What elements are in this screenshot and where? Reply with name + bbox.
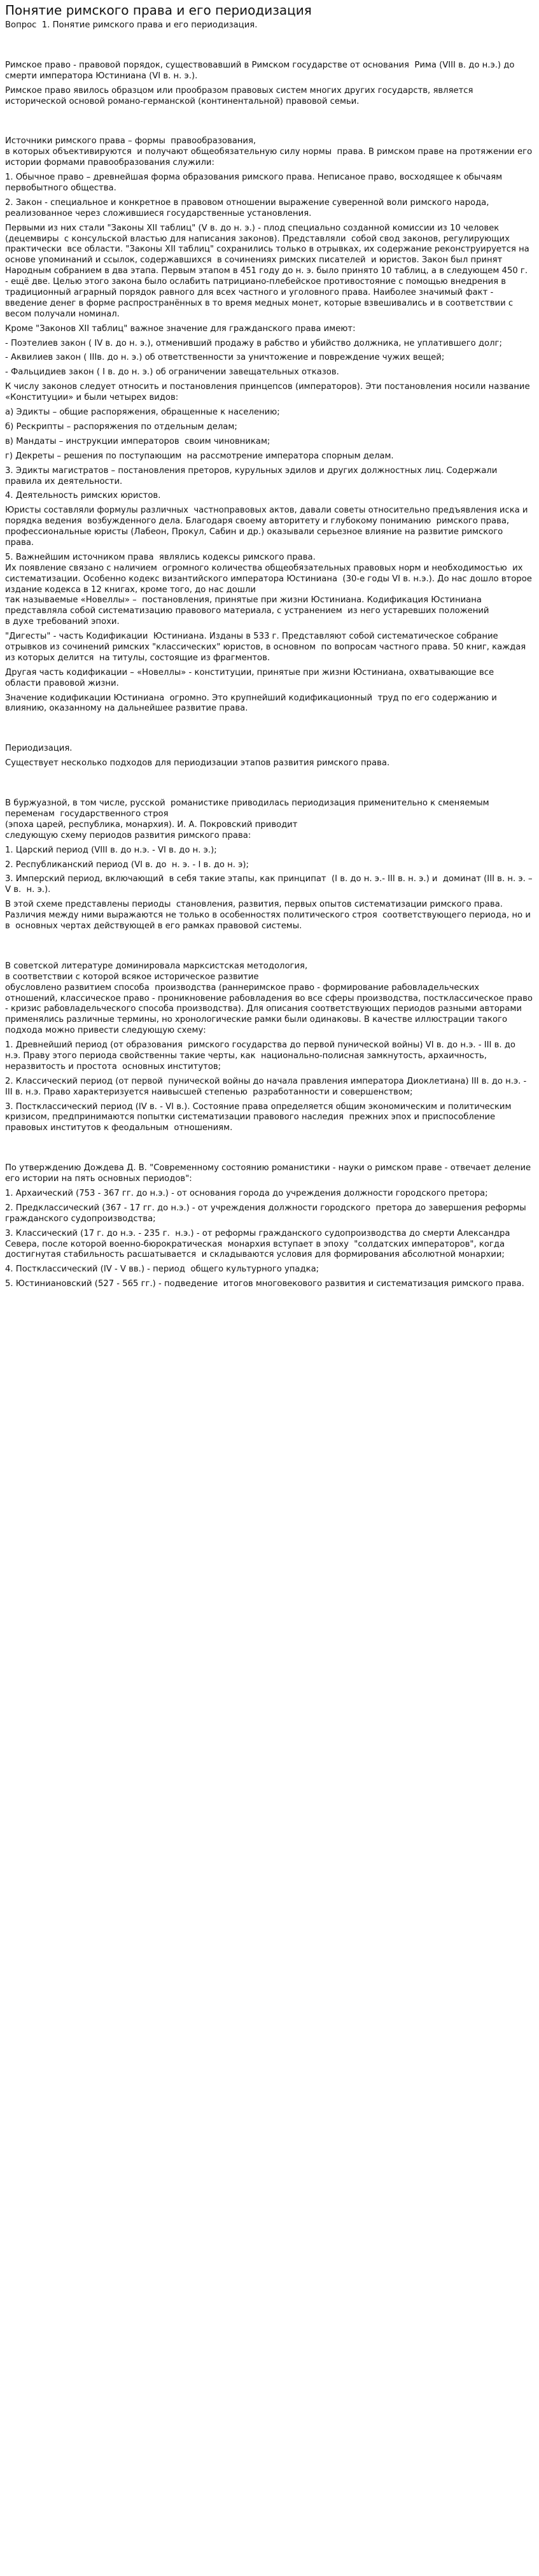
paragraph: Значение кодификации Юстиниана огромно. Это крупнейший кодификационный труд по его содержанию и влиянию, оказанному на дальнейшее развитие права. (5, 693, 500, 714)
paragraph: - Аквилиев закон ( IIIв. до н. э.) об ответственности за уничтожение и повреждение чужих вещей; (5, 353, 445, 363)
paragraph: 1. Архаический (753 - 367 гг. до н.э.) - от основания города до учреждения должности городского претора; (5, 1189, 488, 1199)
paragraph: а) Эдикты – общие распоряжения, обращенные к населению; (5, 407, 280, 418)
paragraph: Другая часть кодификации – «Новеллы» - конституции, принятые при жизни Юстиниана, охватывающие все области правовой жизни. (5, 667, 500, 688)
paragraph: - Поэтелиев закон ( IV в. до н. э.), отменивший продажу в рабство и убийство должника, не уплатившего долг; (5, 338, 502, 348)
paragraph-gap (5, 936, 533, 961)
paragraph: 5. Юстиниановский (527 - 565 гг.) - подведение итогов многовекового развития и систематизация римского права. (5, 1279, 524, 1289)
paragraph: В буржуазной, в том числе, русской романистике приводилась периодизация применительно к сменяемым переменам государственного строя (эпоха царей, республика, монархия). И. А. Покровский приводит следующую схему периодов развития римского права: (5, 798, 489, 840)
paragraph: По утверждению Дождева Д. В. "Современному состоянию романистики - науки о римском праве - отвечает деление его истории на пять основных периодов": (5, 1163, 534, 1184)
paragraph: 3. Классический (17 г. до н.э. - 235 г. н.э.) - от реформы гражданского судопроизводства до смерти Александра Севера, после которой военно-бюрократическая монархия вступает в эпоху "солдатских императоров", когда достигнутая стабильность расшатывается и складываются условия для формирования абсолютной монархии; (5, 1228, 515, 1260)
document-body (5, 20, 533, 1290)
paragraph: Римское право явилось образцом или прообразом правовых систем многих других государств, является исторической основой романо-германской (континентальной) правовой семьи. (5, 85, 476, 106)
page-title: Понятие римского права и его периодизация (5, 3, 312, 18)
paragraph: Вопрос 1. Понятие римского права и его периодизация. (5, 20, 258, 30)
paragraph: 5. Важнейшим источником права являлись кодексы римского права. Их появление связано с наличием огромного количества общеобязательных правовых норм и необходимостью их систематизации. Особенно кодекс византийского императора Юстиниана (30-е годы VI в. н.э.). До нас дошло второе издание кодекса в 12 книгах, кроме того, до нас дошли так называемые «Новеллы» – постановления, принятые при жизни Юстиниана. Кодификация Юстиниана представляла собой систематизацию правового материала, с устранением из него устаревших положений в духе требований эпохи. (5, 552, 532, 627)
paragraph: Римское право - правовой порядок, существовавший в Римском государстве от основания Рима (VIII в. до н.э.) до смерти императора Юстиниана (VI в. н. э.). (5, 60, 517, 81)
paragraph-gap (5, 718, 533, 744)
paragraph: 2. Закон - специальное и конкретное в правовом отношении выражение суверенной воли римского народа, реализованное через сложившиеся государственные установления. (5, 197, 492, 218)
paragraph: г) Декреты – решения по поступающим на рассмотрение императора спорным делам. (5, 451, 394, 461)
paragraph-gap (5, 35, 533, 60)
paragraph: 3. Имперский период, включающий в себя такие этапы, как принципат (I в. до н. э.- III в. н. э.) и доминат (III в. н. э. – V в. н. э.). (5, 874, 535, 895)
paragraph: Источники римского права – формы правообразования, в которых объективируются и получают общеобязательную силу нормы права. В римском праве на протяжении его истории формами правообразования служили: (5, 136, 533, 168)
paragraph: 2. Классический период (от первой пунической войны до начала правления императора Диоклетиана) III в. до н.э. - III в. н.э. Право характеризуется наивысшей степенью разработанности и совершенством; (5, 1076, 529, 1097)
paragraph: 3. Постклассический период (IV в. - VI в.). Состояние права определяется общим экономическим и политическим кризисом, предпринимаются попытки систематизации правового наследия прежних эпох и приспособление правовых институтов к феодальным отношениям. (5, 1101, 517, 1133)
paragraph: Кроме "Законов XII таблиц" важное значение для гражданского права имеют: (5, 323, 356, 334)
paragraph: в) Мандаты – инструкции императоров своим чиновникам; (5, 436, 270, 446)
paragraph: 4. Постклассический (IV - V вв.) - период общего культурного упадка; (5, 1264, 319, 1275)
paragraph: 4. Деятельность римских юристов. (5, 491, 161, 501)
paragraph-gap (5, 1138, 533, 1163)
paragraph-gap (5, 111, 533, 136)
paragraph: Периодизация. (5, 744, 73, 754)
paragraph: 3. Эдикты магистратов – постановления преторов, курульных эдилов и других должностных лиц. Содержали правила их деятельности. (5, 465, 500, 486)
paragraph: Юристы составляли формулы различных частноправовых актов, давали советы относительно предъявления иска и порядка ведения возбужденного дела. Благодаря своему авторитету и глубокому пониманию римского права, профессиональные юристы (Лабеон, Прокул, Сабин и др.) оказывали серьезное влияние на развитие римского права. (5, 506, 531, 548)
paragraph: 1. Обычное право – древнейшая форма образования римского права. Неписаное право, восходящее к обычаям первобытного общества. (5, 173, 505, 194)
paragraph: 2. Предклассический (367 - 17 гг. до н.э.) - от учреждения должности городского претора до завершения реформы гражданского судопроизводства; (5, 1203, 532, 1224)
paragraph: 2. Республиканский период (VI в. до н. э. - I в. до н. э); (5, 860, 249, 870)
paragraph: б) Рескрипты – распоряжения по отдельным делам; (5, 421, 237, 432)
paragraph-gap (5, 773, 533, 798)
paragraph: Первыми из них стали "Законы XII таблиц" (V в. до н. э.) - плод специально созданной комиссии из 10 человек (децемвиры с консульской властью для написания законов). Представляли собой свод законов, регулирующих практически все области. "Законы XII таблиц" сохранились только в отрывках, их содержание реконструируется на основе упоминаний и ссылок, содержавшихся в сочинениях римских писателей и юристов. Закон был принят Народным собранием в два этапа. Первым этапом в 451 году до н. э. было принято 10 таблиц, а в следующем 450 г. - ещё две. Целью этого закона было ослабить патрициано-плебейское противостояние с помощью внедрения в традиционный аграрный порядок равного для всех частного и уголовного права. Наиболее значимый факт - введение денег в форме распространённых в то время медных монет, которые взвешивались и в соответствии с весом получали номинал. (5, 223, 532, 319)
paragraph: - Фальцидиев закон ( I в. до н. э.) об ограничении завещательных отказов. (5, 367, 339, 378)
paragraph: В этой схеме представлены периоды становления, развития, первых опытов систематизации римского права. Различия между ними выражаются не только в особенностях политического строя соответствующего периода, но и в основных чертах действующей в его рамках правовой системы. (5, 900, 534, 931)
paragraph: "Дигесты" - часть Кодификации Юстиниана. Изданы в 533 г. Представляют собой систематическое собрание отрывков из сочинений римских "классических" юристов, в основном по вопросам частного права. 50 книг, каждая из которых делится на титулы, состоящие из фрагментов. (5, 632, 529, 663)
paragraph: 1. Царский период (VIII в. до н.э. - VI в. до н. э.); (5, 845, 217, 855)
paragraph: В советской литературе доминировала марксистская методология, в соответствии с которой всякое историческое развитие обусловлено развитием способа производства (раннеримское право - формирование рабовладельческих отношений, классическое право - проникновение рабовладения во все сферы производства, постклассическое право - кризис рабовладельческого способа производства). Для описания соответствующих периодов разными авторами применялись различные термины, но хронологические рамки были одинаковы. В качестве иллюстрации такого подхода можно привести следующую схему: (5, 961, 533, 1036)
paragraph: Существует несколько подходов для периодизации этапов развития римского права. (5, 758, 390, 768)
paragraph: К числу законов следует относить и постановления принцепсов (императоров). Эти постановления носили название «Конституции» и были четырех видов: (5, 382, 533, 403)
paragraph: 1. Древнейший период (от образования римского государства до первой пунической войны) VI в. до н.э. - III в. до н.э. Праву этого периода свойственны такие черты, как национально-полисная замкнутость, архаичность, неразвитость и простота основных институтов; (5, 1040, 519, 1072)
